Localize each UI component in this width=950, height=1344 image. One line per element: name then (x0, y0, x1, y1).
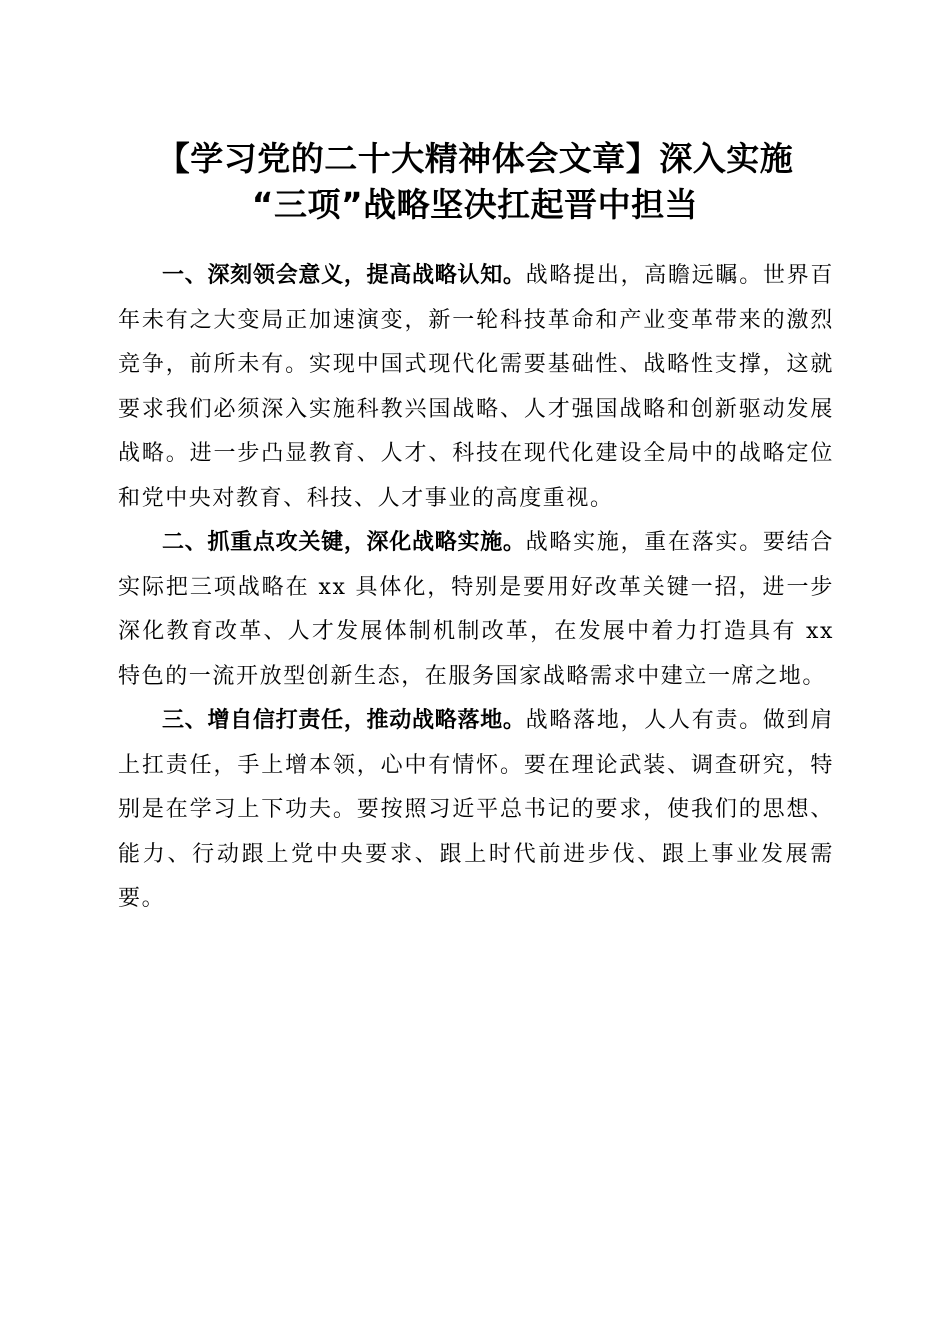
paragraph-2-heading: 二、抓重点攻关键，深化战略实施。 (162, 530, 526, 555)
title-line-2: “三项”战略坚决扛起晋中担当 (251, 185, 699, 224)
paragraph-1-text: 战略提出，高瞻远瞩。世界百年未有之大变局正加速演变，新一轮科技革命和产业变革带来的激烈竞争，前所未有。实现中国式现代化需要基础性、战略性支撑，这就要求我们必须深入实施科教兴国战略、人才强国战略和创新驱动发展战略。进一步凸显教育、人才、科技在现代化建设全局中的战略定位和党中央对教育、科技、人才事业的高度重视。 (118, 263, 834, 511)
document-title (0, 136, 950, 228)
paragraph-3-text: 战略落地，人人有责。做到肩上扛责任，手上增本领，心中有情怀。要在理论武装、调查研究，特别是在学习上下功夫。要按照习近平总书记的要求，使我们的思想、能力、行动跟上党中央要求、跟上时代前进步伐、跟上事业发展需要。 (118, 708, 834, 911)
paragraph-3 (118, 699, 834, 922)
paragraph-1-heading: 一、深刻领会意义，提高战略认知。 (162, 263, 526, 288)
document-body (118, 254, 834, 922)
title-line-1: 【学习党的二十大精神体会文章】深入实施 (156, 139, 794, 178)
paragraph-1 (118, 254, 834, 521)
paragraph-2 (118, 521, 834, 699)
paragraph-2-text: 战略实施，重在落实。要结合实际把三项战略在 xx 具体化，特别是要用好改革关键一招，进一步深化教育改革、人才发展体制机制改革，在发展中着力打造具有 xx 特色的一流开放型创新生态，在服务国家战略需求中建立一席之地。 (118, 530, 834, 689)
paragraph-3-heading: 三、增自信打责任，推动战略落地。 (162, 708, 526, 733)
